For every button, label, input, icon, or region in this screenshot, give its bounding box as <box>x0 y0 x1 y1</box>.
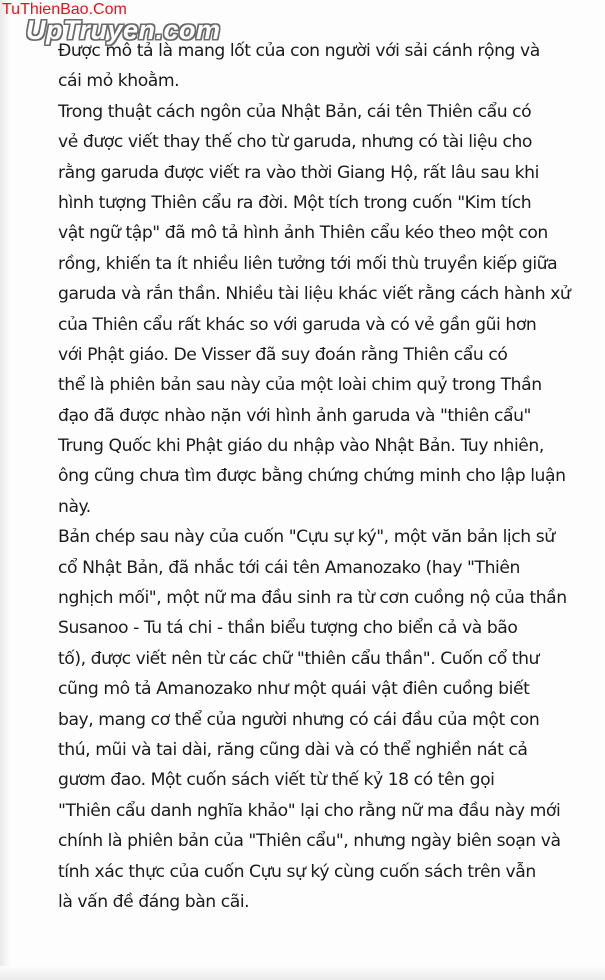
text-line: Susanoo - Tu tá chi - thần biểu tượng cho biển cả và bão <box>58 618 518 639</box>
text-line: này. <box>58 496 91 517</box>
text-line: rằng garuda được viết ra vào thời Giang Hộ, rất lâu sau khi <box>58 162 539 183</box>
text-line: tính xác thực của cuốn Cựu sự ký cùng cuốn sách trên vẫn <box>58 861 536 882</box>
paragraph-2 <box>58 97 573 522</box>
uptruyen-logo-watermark: UpTruyen.com <box>26 15 221 45</box>
text-line: bay, mang cơ thể của người nhưng có cái đầu của một con <box>58 709 540 730</box>
text-line: là vấn đề đáng bàn cãi. <box>58 891 250 912</box>
paragraph-1 <box>58 36 573 97</box>
text-line: hình tượng Thiên cẩu ra đời. Một tích trong cuốn "Kim tích <box>58 192 532 213</box>
text-line: Được mô tả là mang lốt của con người với sải cánh rộng và <box>58 41 540 61</box>
text-line: garuda và rắn thần. Nhiều tài liệu khác viết rằng cách hành xử <box>58 284 571 305</box>
text-line: Trung Quốc khi Phật giáo du nhập vào Nhật Bản. Tuy nhiên, <box>58 436 544 457</box>
site-watermark[interactable]: TuThienBao.Com <box>2 1 127 18</box>
text-line: thể là phiên bản sau này của một loài chim quỷ trong Thần <box>58 375 542 396</box>
text-line: Trong thuật cách ngôn của Nhật Bản, cái tên Thiên cẩu có <box>58 101 532 122</box>
text-line: vẻ được viết thay thế cho từ garuda, nhưng có tài liệu cho <box>58 132 532 153</box>
page-bottom-edge-shadow <box>0 966 605 980</box>
text-line: chính là phiên bản của "Thiên cẩu", nhưng ngày biên soạn và <box>58 831 561 852</box>
text-line: rồng, khiến ta ít nhiều liên tưởng tới mối thù truyền kiếp giữa <box>58 253 558 274</box>
text-line: vật ngữ tập" đã mô tả hình ảnh Thiên cẩu kéo theo một con <box>58 223 548 244</box>
text-line: nghịch mối", một nữ ma đầu sinh ra từ cơn cuồng nộ của thần <box>58 588 567 609</box>
document-text-body <box>58 36 573 917</box>
text-line: với Phật giáo. De Visser đã suy đoán rằng Thiên cẩu có <box>58 344 508 365</box>
text-line: đạo đã được nhào nặn với hình ảnh garuda và "thiên cẩu" <box>58 405 532 426</box>
text-line: thú, mũi và tai dài, răng cũng dài và có thể nghiền nát cả <box>58 739 528 760</box>
paragraph-3 <box>58 522 573 917</box>
page-left-edge-shadow <box>0 0 10 980</box>
text-line: ông cũng chưa tìm được bằng chứng chứng minh cho lập luận <box>58 466 566 487</box>
text-line: tố), được viết nên từ các chữ "thiên cẩu thần". Cuốn cổ thư <box>58 648 540 669</box>
text-line: của Thiên cẩu rất khác so với garuda và có vẻ gần gũi hơn <box>58 314 537 335</box>
text-line: "Thiên cẩu danh nghĩa khảo" lại cho rằng nữ ma đầu này mới <box>58 800 561 821</box>
text-line: gươm đao. Một cuốn sách viết từ thế kỷ 18 có tên gọi <box>58 770 495 791</box>
text-line: cổ Nhật Bản, đã nhắc tới cái tên Amanozako (hay "Thiên <box>58 557 520 578</box>
text-line: cũng mô tả Amanozako như một quái vật điên cuồng biết <box>58 679 530 700</box>
text-line: Bản chép sau này của cuốn "Cựu sự ký", một văn bản lịch sử <box>58 527 555 548</box>
text-line: cái mỏ khoằm. <box>58 71 180 92</box>
